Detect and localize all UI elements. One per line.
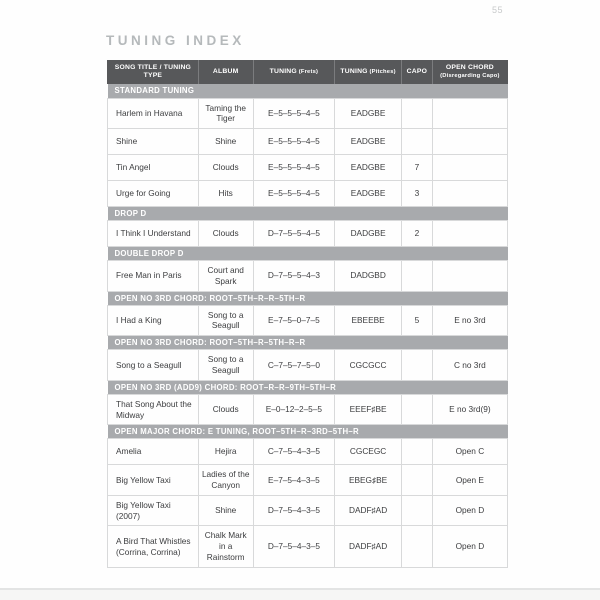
cell-frets: E–5–5–5–4–5 [253, 155, 335, 181]
column-sublabel: (Frets) [296, 68, 319, 75]
cell-open_chord [432, 181, 507, 207]
column-label: CAPO [406, 67, 428, 75]
page-number: 55 [492, 5, 504, 15]
cell-album: Song to a Seagull [198, 350, 253, 381]
cell-open_chord [432, 129, 507, 155]
cell-frets: D–7–5–4–3–5 [253, 526, 335, 567]
cell-capo: 5 [401, 305, 432, 336]
cell-pitches: EBEEBE [335, 305, 402, 336]
column-header-4 [401, 60, 432, 84]
cell-capo [401, 394, 432, 425]
cell-song: Big Yellow Taxi [108, 465, 199, 496]
cell-open_chord: E no 3rd(9) [432, 394, 507, 425]
section-header: OPEN MAJOR CHORD: E TUNING, ROOT–5TH–R–3RD–5TH–R [108, 425, 508, 439]
cell-frets: E–7–5–4–3–5 [253, 465, 335, 496]
cell-song: That Song About the Midway [108, 394, 199, 425]
cell-album: Hejira [198, 439, 253, 465]
cell-album: Chalk Mark in a Rainstorm [198, 526, 253, 567]
section-header-row [108, 336, 508, 350]
section-header: OPEN NO 3RD CHORD: ROOT–5TH–R–R–5TH–R [108, 291, 508, 305]
cell-capo [401, 465, 432, 496]
cell-album: Ladies of the Canyon [198, 465, 253, 496]
cell-song: I Think I Understand [108, 221, 199, 247]
table-row [108, 439, 508, 465]
cell-song: Tin Angel [108, 155, 199, 181]
section-header-row [108, 207, 508, 221]
cell-album: Shine [198, 129, 253, 155]
cell-album: Court and Spark [198, 261, 253, 292]
cell-frets: C–7–5–7–5–0 [253, 350, 335, 381]
column-sublabel: (Disregarding Capo) [440, 72, 500, 79]
table-body [108, 84, 508, 567]
cell-pitches: DADGBE [335, 221, 402, 247]
cell-frets: E–5–5–5–4–5 [253, 98, 335, 129]
header-row [108, 60, 508, 84]
cell-album: Hits [198, 181, 253, 207]
cell-capo [401, 129, 432, 155]
cell-pitches: DADGBD [335, 261, 402, 292]
cell-capo [401, 495, 432, 526]
section-header-row [108, 247, 508, 261]
section-header: STANDARD TUNING [108, 84, 508, 98]
cell-capo: 2 [401, 221, 432, 247]
cell-open_chord: Open D [432, 526, 507, 567]
cell-song: Big Yellow Taxi (2007) [108, 495, 199, 526]
section-header-row [108, 291, 508, 305]
cell-pitches: DADF♯AD [335, 526, 402, 567]
cell-pitches: EEEF♯BE [335, 394, 402, 425]
cell-song: Urge for Going [108, 181, 199, 207]
column-label: TUNING [340, 67, 368, 75]
column-header-0 [108, 60, 199, 84]
section-header: OPEN NO 3RD CHORD: ROOT–5TH–R–5TH–R–R [108, 336, 508, 350]
table-row [108, 181, 508, 207]
section-header: OPEN NO 3RD (ADD9) CHORD: ROOT–R–R–9TH–5TH–R [108, 380, 508, 394]
cell-pitches: EADGBE [335, 181, 402, 207]
cell-frets: E–5–5–5–4–5 [253, 181, 335, 207]
section-header: DROP D [108, 207, 508, 221]
cell-pitches: EADGBE [335, 98, 402, 129]
cell-album: Taming the Tiger [198, 98, 253, 129]
page-title: TUNING INDEX [106, 33, 245, 48]
cell-open_chord: C no 3rd [432, 350, 507, 381]
cell-pitches: DADF♯AD [335, 495, 402, 526]
cell-frets: D–7–5–4–3–5 [253, 495, 335, 526]
section-header: DOUBLE DROP D [108, 247, 508, 261]
cell-capo [401, 261, 432, 292]
column-label: ALBUM [212, 67, 239, 75]
cell-pitches: EBEG♯BE [335, 465, 402, 496]
column-header-1 [198, 60, 253, 84]
cell-frets: D–7–5–5–4–5 [253, 221, 335, 247]
column-sublabel: (Pitches) [367, 68, 396, 75]
section-header-row [108, 84, 508, 98]
cell-album: Clouds [198, 221, 253, 247]
page-edge-shadow [0, 590, 600, 600]
column-header-2 [253, 60, 335, 84]
cell-song: A Bird That Whistles (Corrina, Corrina) [108, 526, 199, 567]
cell-song: Amelia [108, 439, 199, 465]
cell-capo [401, 526, 432, 567]
cell-frets: E–0–12–2–5–5 [253, 394, 335, 425]
cell-pitches: CGCEGC [335, 439, 402, 465]
cell-album: Shine [198, 495, 253, 526]
section-header-row [108, 425, 508, 439]
column-header-3 [335, 60, 402, 84]
cell-capo [401, 98, 432, 129]
cell-song: Song to a Seagull [108, 350, 199, 381]
cell-pitches: EADGBE [335, 129, 402, 155]
table-row [108, 394, 508, 425]
cell-open_chord: E no 3rd [432, 305, 507, 336]
section-header-row [108, 380, 508, 394]
column-label: OPEN CHORD [445, 64, 494, 72]
table-row [108, 526, 508, 567]
cell-frets: E–5–5–5–4–5 [253, 129, 335, 155]
cell-frets: D–7–5–5–4–3 [253, 261, 335, 292]
column-label: SONG TITLE / TUNING TYPE [114, 63, 192, 79]
table-row [108, 98, 508, 129]
cell-pitches: CGCGCC [335, 350, 402, 381]
cell-open_chord [432, 221, 507, 247]
cell-capo [401, 439, 432, 465]
cell-capo [401, 350, 432, 381]
cell-song: Free Man in Paris [108, 261, 199, 292]
cell-open_chord: Open E [432, 465, 507, 496]
table-row [108, 221, 508, 247]
table-row [108, 465, 508, 496]
table-header-row [108, 60, 508, 84]
table-row [108, 261, 508, 292]
table-row [108, 129, 508, 155]
table-row [108, 350, 508, 381]
table-row [108, 155, 508, 181]
cell-album: Clouds [198, 155, 253, 181]
cell-song: Shine [108, 129, 199, 155]
cell-open_chord [432, 98, 507, 129]
cell-song: I Had a King [108, 305, 199, 336]
cell-capo: 3 [401, 181, 432, 207]
cell-open_chord: Open D [432, 495, 507, 526]
cell-album: Clouds [198, 394, 253, 425]
column-label: TUNING [269, 67, 297, 75]
cell-open_chord [432, 261, 507, 292]
cell-open_chord [432, 155, 507, 181]
cell-frets: E–7–5–0–7–5 [253, 305, 335, 336]
cell-pitches: EADGBE [335, 155, 402, 181]
table-row [108, 495, 508, 526]
cell-open_chord: Open C [432, 439, 507, 465]
table-row [108, 305, 508, 336]
column-header-5 [432, 60, 507, 84]
cell-frets: C–7–5–4–3–5 [253, 439, 335, 465]
tuning-index-table [107, 60, 508, 568]
cell-song: Harlem in Havana [108, 98, 199, 129]
cell-album: Song to a Seagull [198, 305, 253, 336]
cell-capo: 7 [401, 155, 432, 181]
